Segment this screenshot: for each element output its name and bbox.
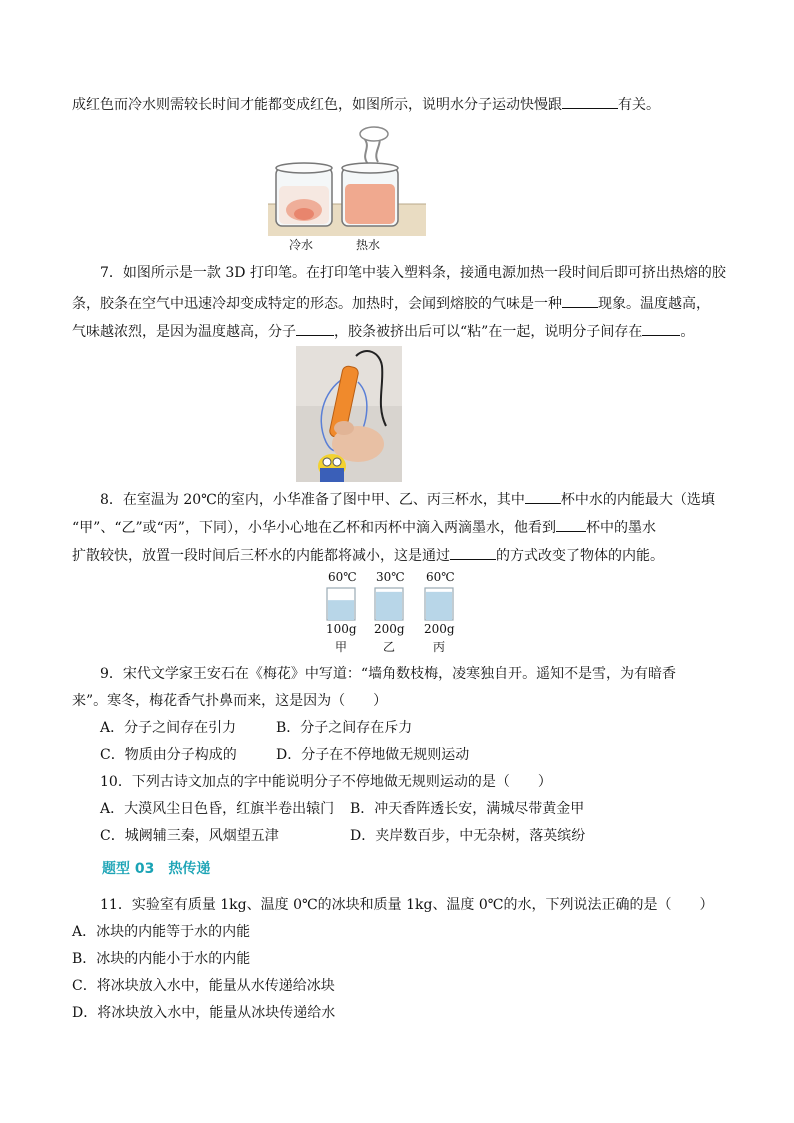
cups-figure xyxy=(322,570,472,656)
q8-line-1 xyxy=(100,489,715,510)
q8-blank-2 xyxy=(556,517,586,532)
cup-yi-water xyxy=(376,592,402,620)
q8-text-2b: 杯中的墨水 xyxy=(585,520,656,536)
cup-bing-water xyxy=(426,592,452,620)
q11-option-b: B．冰块的内能小于水的内能 xyxy=(72,951,251,967)
q6-text-a: 成红色而冷水则需较长时间才能都变成红色，如图所示，说明水分子运动快慢跟 xyxy=(72,97,562,113)
q8-text-2a: “甲”、“乙”或“丙”，下同），小华小心地在乙杯和丙杯中滴入两滴墨水，他看到 xyxy=(72,520,556,536)
q8-line-2 xyxy=(72,517,656,538)
q10-option-a: A．大漠风尘日色昏，红旗半卷出辕门 xyxy=(100,801,335,817)
q7-line-1: 7．如图所示是一款 3D 打印笔。在打印笔中装入塑料条，接通电源加热一段时间后即可挤出热熔的胶 xyxy=(100,265,726,281)
q8-text-3b: 的方式改变了物体的内能。 xyxy=(496,548,664,564)
q8-blank-3 xyxy=(450,545,496,560)
cups-drawing xyxy=(322,586,472,622)
q6-blank xyxy=(562,94,618,109)
beaker-figure xyxy=(268,124,426,236)
q8-text-1a: 8．在室温为 20℃的室内，小华准备了图中甲、乙、丙三杯水，其中 xyxy=(100,492,525,508)
q7-blank-3 xyxy=(642,321,680,336)
cup-jia-mass: 100g xyxy=(326,622,357,636)
cup-bing-mass: 200g xyxy=(424,622,455,636)
beaker-illustration xyxy=(268,124,426,236)
q10-line-1: 10．下列古诗文加点的字中能说明分子不停地做无规则运动的是（ ） xyxy=(100,774,552,790)
cup-yi-mass: 200g xyxy=(374,622,405,636)
q11-option-c: C．将冰块放入水中，能量从水传递给冰块 xyxy=(72,978,335,994)
q7-text-2a: 条，胶条在空气中迅速冷却变成特定的形态。加热时，会闻到熔胶的气味是一种 xyxy=(72,296,562,312)
q7-text-3c: 。 xyxy=(680,324,695,340)
q8-blank-1 xyxy=(525,489,561,504)
3d-pen-illustration xyxy=(296,346,402,482)
q7-text-3b: ，胶条被挤出后可以“粘”在一起，说明分子间存在 xyxy=(334,324,643,340)
cup-yi-name: 乙 xyxy=(383,640,396,654)
q11-line-1: 11．实验室有质量 1kg、温度 0℃的冰块和质量 1kg、温度 0℃的水，下列说法正确的是（ ） xyxy=(100,897,714,913)
cold-water-label: 冷水 xyxy=(289,238,314,252)
q11-option-d: D．将冰块放入水中，能量从冰块传递给水 xyxy=(72,1005,336,1021)
q9-option-d: D．分子在不停地做无规则运动 xyxy=(276,747,470,763)
cup-bing-name: 丙 xyxy=(433,640,446,654)
section-title: 题型 03 热传递 xyxy=(102,861,211,877)
q8-line-3 xyxy=(72,545,664,566)
q6-line xyxy=(72,94,660,115)
q7-blank-1 xyxy=(562,293,598,308)
q9-option-c: C．物质由分子构成的 xyxy=(100,747,237,763)
q10-option-d: D．夹岸数百步，中无杂树，落英缤纷 xyxy=(350,828,586,844)
3d-pen-photo xyxy=(296,346,402,482)
cup-yi-temp: 30℃ xyxy=(376,570,405,584)
cup-jia-water xyxy=(328,600,354,620)
cup-bing-temp: 60℃ xyxy=(426,570,455,584)
q11-option-a: A．冰块的内能等于水的内能 xyxy=(72,924,251,940)
q7-text-2b: 现象。温度越高， xyxy=(598,296,710,312)
q8-text-3a: 扩散较快，放置一段时间后三杯水的内能都将减小，这是通过 xyxy=(72,548,450,564)
cup-jia-name: 甲 xyxy=(335,640,348,654)
hot-water-label: 热水 xyxy=(356,238,381,252)
q10-option-b: B．冲天香阵透长安，满城尽带黄金甲 xyxy=(350,801,585,817)
q7-line-2 xyxy=(72,293,710,314)
cup-jia-temp: 60℃ xyxy=(328,570,357,584)
q7-blank-2 xyxy=(296,321,334,336)
q6-text-b: 有关。 xyxy=(618,97,660,113)
q9-option-a: A．分子之间存在引力 xyxy=(100,720,237,736)
q9-line-1: 9．宋代文学家王安石在《梅花》中写道：“墙角数枝梅，凌寒独自开。遥知不是雪，为有暗香 xyxy=(100,666,677,682)
q9-option-b: B．分子之间存在斥力 xyxy=(276,720,413,736)
q7-line-3 xyxy=(72,321,694,342)
q9-line-2: 来”。寒冬，梅花香气扑鼻而来，这是因为（ ） xyxy=(72,693,388,709)
q8-text-1b: 杯中水的内能最大（选填 xyxy=(560,492,715,508)
q7-text-3a: 气味越浓烈，是因为温度越高，分子 xyxy=(72,324,296,340)
q10-option-c: C．城阙辅三秦，风烟望五津 xyxy=(100,828,279,844)
